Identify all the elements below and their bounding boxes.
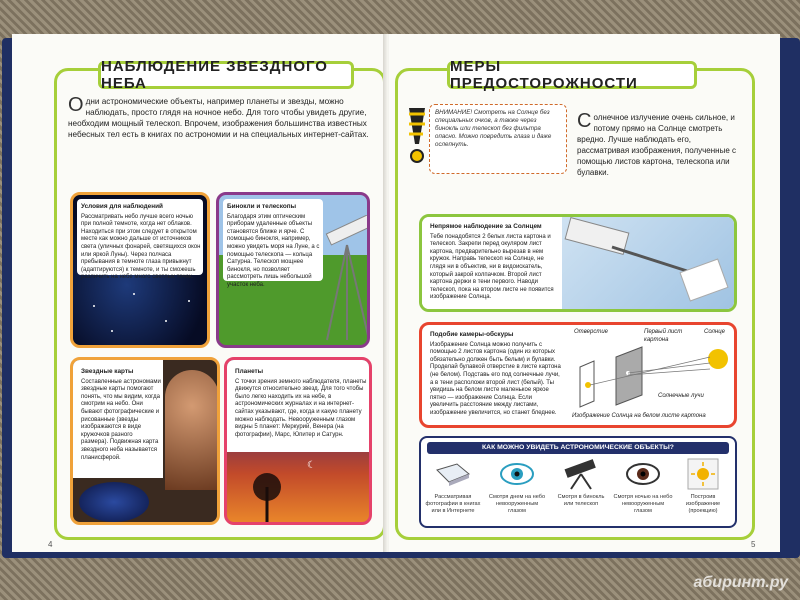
right-page [389,34,780,552]
drop-cap: С [577,110,592,132]
star-dot [133,293,135,295]
left-page-title: НАБЛЮДЕНИЕ ЗВЕЗДНОГО НЕБА [98,61,354,89]
how-to-see-title: КАК МОЖНО УВИДЕТЬ АСТРОНОМИЧЕСКИЕ ОБЪЕКТЫ? [427,442,729,454]
card-body: С точки зрения земного наблюдателя, планеты движутся относительно звезд. Для того чтобы было легко находить их на небе, в астрономических журналах и на интернет-сайтах указывают, где, когда и какую планету можно наблюдать. Невооруженным глазом видны 5 планет: Меркурий, Венера (на фотографии), Марс, Юпитер и Сатурн. [235,378,367,438]
sun-projection-icon [687,458,719,490]
card-text [81,203,201,282]
telescope-photo [317,215,370,345]
card-binoculars-telescopes [216,192,370,348]
card-title: Подобие камеры-обскуры [430,331,514,338]
card-body: Тебе понадобятся 2 белых листа картона и телескоп. Закрепи перед окуляром лист картона, предварительно вырезав в нем кружок. Направь телескоп на Солнце, не глядя ни в объектив, ни в видоискатель, который закрой колпачком. Второй лист картона держи в тени первого. Наводи телескоп, пока на втором листе не появится изображение Солнца. [430,233,554,301]
card-text [81,368,161,462]
star-dot [165,320,167,322]
card-text [227,203,321,290]
star-dot [188,300,190,302]
how-to-see-panel [419,436,737,528]
card-camera-obscura [419,322,737,428]
label-sun: Солнце [704,329,725,335]
how-item-label: Смотря ночью на небо невооруженным глазом [613,494,673,514]
right-intro-text: олнечное излучение очень сильное, и потому прямо на Солнце смотреть вредно. Лучше наблюдать его, рассматривая изображения, полученные с помощью листов картона, телескопа или булавки. [577,113,737,177]
card-body: Составленные астрономами звездные карты помогают понять, что мы видим, когда смотрим на небо. Они бывают фотографические и рисованные (звезды изображаются в виде кружочков разного размера). Подвижная карта звездного неба называется планисферой. [81,378,161,461]
telescope-projection-photo [562,217,737,312]
card-title: Бинокли и телескопы [227,203,297,210]
eye-icon [499,460,535,488]
card-planets [224,357,372,525]
moon-crescent-icon: ☾ [307,460,316,471]
right-page-title: МЕРЫ ПРЕДОСТОРОЖНОСТИ [447,61,697,89]
card-text [430,223,556,302]
watermark: абиринт.ру [693,574,788,591]
warning-text: ВНИМАНИЕ! Смотреть на Солнце без специальных очков, а также через бинокль или телескоп без фильтра опасно. Можно повредить глаза и даже ослепнуть. [435,109,552,148]
warning-box [429,104,567,174]
card-title: Планеты [235,368,264,375]
how-item-label: Построив изображение (проекцию) [685,494,721,514]
planisphere-photo [79,482,149,522]
how-item-label: Смотря днем на небо невооруженным глазом [488,494,546,514]
card-body: Изображение Солнца можно получить с помощью 2 листов картона (один из которых обязательно должен быть белым) и булавки. Проделай булавкой отверстие в листе картона (не белом). Подставь его под солнечные лучи, а в тени расположи второй лист (белый). Ты увидишь на белом листе маленькое яркое пятно — изображение Солнца. Если увеличить расстояние между листами, изображение увеличится, но станет бледнее. [430,341,561,416]
card-body: Благодаря этим оптическим приборам удаленные объекты становятся ближе и ярче. С помощью бинокля, например, можно увидеть моря на Луне, а с помощью телескопа — кольца Сатурна. Телескоп мощнее бинокля, но позволяет рассмотреть лишь небольшой участок неба. [227,213,320,288]
left-page-number: 4 [48,540,53,549]
card-text [235,368,369,439]
left-page [12,34,387,552]
label-rays: Солнечные лучи [658,393,704,399]
card-star-maps [70,357,220,525]
star-dot [111,330,113,332]
label-first-sheet: Первый лист картона [644,329,683,343]
right-intro [577,112,741,178]
left-intro-text: дни астрономические объекты, например планеты и звезды, можно наблюдать, просто глядя на ночное небо. Для того чтобы увидеть другие, необходим мощный телескоп. Впрочем, изображения большинства известных небесных тел есть в книгах по астрономии и на специальных интернет-сайтах. [68,97,369,139]
card-title: Условия для наблюдений [81,203,163,210]
tree-silhouette [247,472,287,522]
book-icon [435,460,471,488]
label-image: Изображение Солнца на белом листе картона [572,413,706,419]
telescope-icon [561,458,601,490]
card-title: Звездные карты [81,368,134,375]
right-page-number: 5 [751,540,756,549]
card-title: Непрямое наблюдение за Солнцем [430,223,542,230]
card-body: Рассматривать небо лучше всего ночью при полной темноте, когда нет облаков. Находиться при этом следует в открытом месте как можно дальше от источников света (уличных фонарей, светящихся окон или яркой Луны). Через полчаса пребывания в темноте глаза привыкнут (адаптируются) к темноте, и ты сможешь различить на небе много светлых точек. [81,213,201,281]
card-text [430,331,562,418]
card-observing-conditions [70,192,210,348]
eye-dark-icon [625,460,661,488]
exclamation-icon [405,106,429,166]
drop-cap: О [68,94,84,116]
star-dot [93,305,95,307]
how-item-label: Смотря в бинокль или телескоп [557,494,605,507]
card-indirect-observation [419,214,737,312]
left-intro [68,96,374,140]
label-hole: Отверстие [574,329,609,335]
child-photo [165,370,219,490]
how-item-label: Рассматривая фотографии в книгах или в Интернете [425,494,481,514]
